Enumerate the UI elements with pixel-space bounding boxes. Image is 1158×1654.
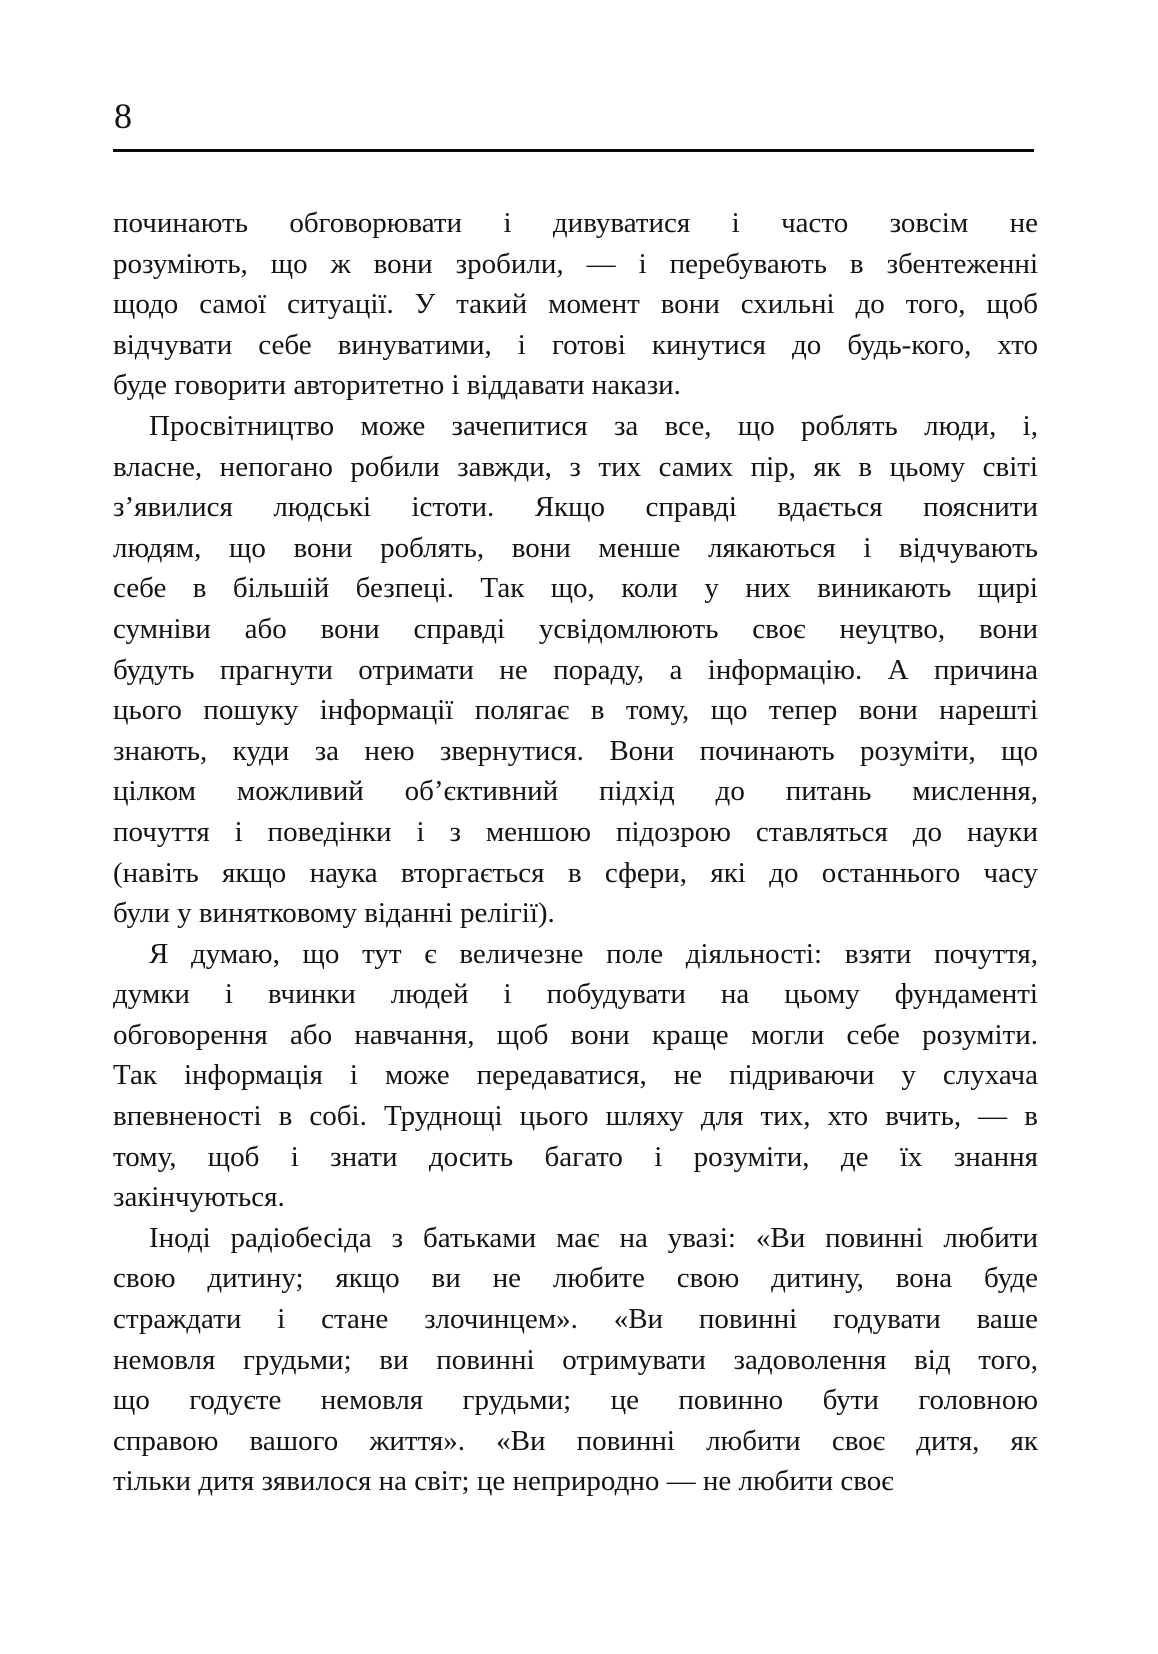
body-text [113, 203, 1038, 1502]
text-line: тому, щоб і знати досить багато і розуміти, де їх знання [113, 1140, 1038, 1173]
text-line: цього пошуку інформації полягає в тому, що тепер вони нарешті [113, 694, 1038, 727]
text-line: відчувати себе винуватими, і готові кинутися до будь-кого, хто [113, 328, 1038, 361]
text-line: Іноді радіобесіда з батьками має на увазі: «Ви повинні любити [149, 1221, 1038, 1254]
text-line: страждати і стане злочинцем». «Ви повинні годувати ваше [113, 1303, 1038, 1336]
paragraph [113, 1218, 1038, 1502]
text-line: власне, непогано робили завжди, з тих самих пір, як в цьому світі [113, 450, 1038, 483]
paragraph [113, 934, 1038, 1218]
text-line: знають, куди за нею звернутися. Вони починають розуміти, що [113, 734, 1038, 767]
paragraph [113, 203, 1038, 406]
text-line: розуміють, що ж вони зробили, — і перебувають в збентеженні [113, 247, 1038, 280]
text-line: немовля грудьми; ви повинні отримувати задоволення від того, [113, 1343, 1038, 1376]
text-line: сумніви або вони справді усвідомлюють своє неуцтво, вони [113, 612, 1038, 645]
text-line: тільки дитя зявилося на світ; це неприродно — не любити своє [113, 1465, 894, 1498]
text-line: Я думаю, що тут є величезне поле діяльності: взяти почуття, [149, 937, 1038, 970]
text-line: були у винятковому віданні релігії). [113, 897, 555, 930]
text-line: впевненості в собі. Труднощі цього шляху для тих, хто вчить, — в [113, 1100, 1038, 1133]
page-number: 8 [114, 96, 132, 136]
text-line: Просвітництво може зачепитися за все, що роблять люди, і, [149, 409, 1038, 442]
text-line: починають обговорювати і дивуватися і часто зовсім не [113, 207, 1038, 239]
text-line: закінчуються. [113, 1181, 285, 1214]
header-rule [113, 149, 1034, 152]
text-line: будуть прагнути отримати не пораду, а інформацію. А причина [113, 653, 1038, 686]
text-line: обговорення або навчання, щоб вони краще могли себе розуміти. [113, 1018, 1038, 1051]
text-line: (навіть якщо наука вторгається в сфери, які до останнього часу [113, 856, 1038, 889]
text-line: себе в більшій безпеці. Так що, коли у них виникають щирі [113, 572, 1038, 605]
text-line: з’явилися людські істоти. Якщо справді вдається пояснити [113, 491, 1038, 524]
text-line: свою дитину; якщо ви не любите свою дитину, вона буде [113, 1262, 1038, 1295]
text-line: людям, що вони роблять, вони менше лякаються і відчувають [113, 531, 1038, 564]
text-line: думки і вчинки людей і побудувати на цьому фундаменті [113, 978, 1038, 1011]
text-line: справою вашого життя». «Ви повинні любити своє дитя, як [113, 1424, 1038, 1457]
text-line: щодо самої ситуації. У такий момент вони схильні до того, щоб [113, 288, 1038, 321]
text-line: буде говорити авторитетно і віддавати накази. [113, 369, 681, 402]
text-line: цілком можливий об’єктивний підхід до питань мислення, [113, 775, 1038, 808]
text-line: Так інформація і може передаватися, не підриваючи у слухача [113, 1059, 1038, 1092]
paragraph [113, 406, 1038, 934]
text-line: почуття і поведінки і з меншою підозрою ставляться до науки [113, 815, 1038, 848]
text-line: що годуєте немовля грудьми; це повинно бути головною [113, 1384, 1038, 1417]
